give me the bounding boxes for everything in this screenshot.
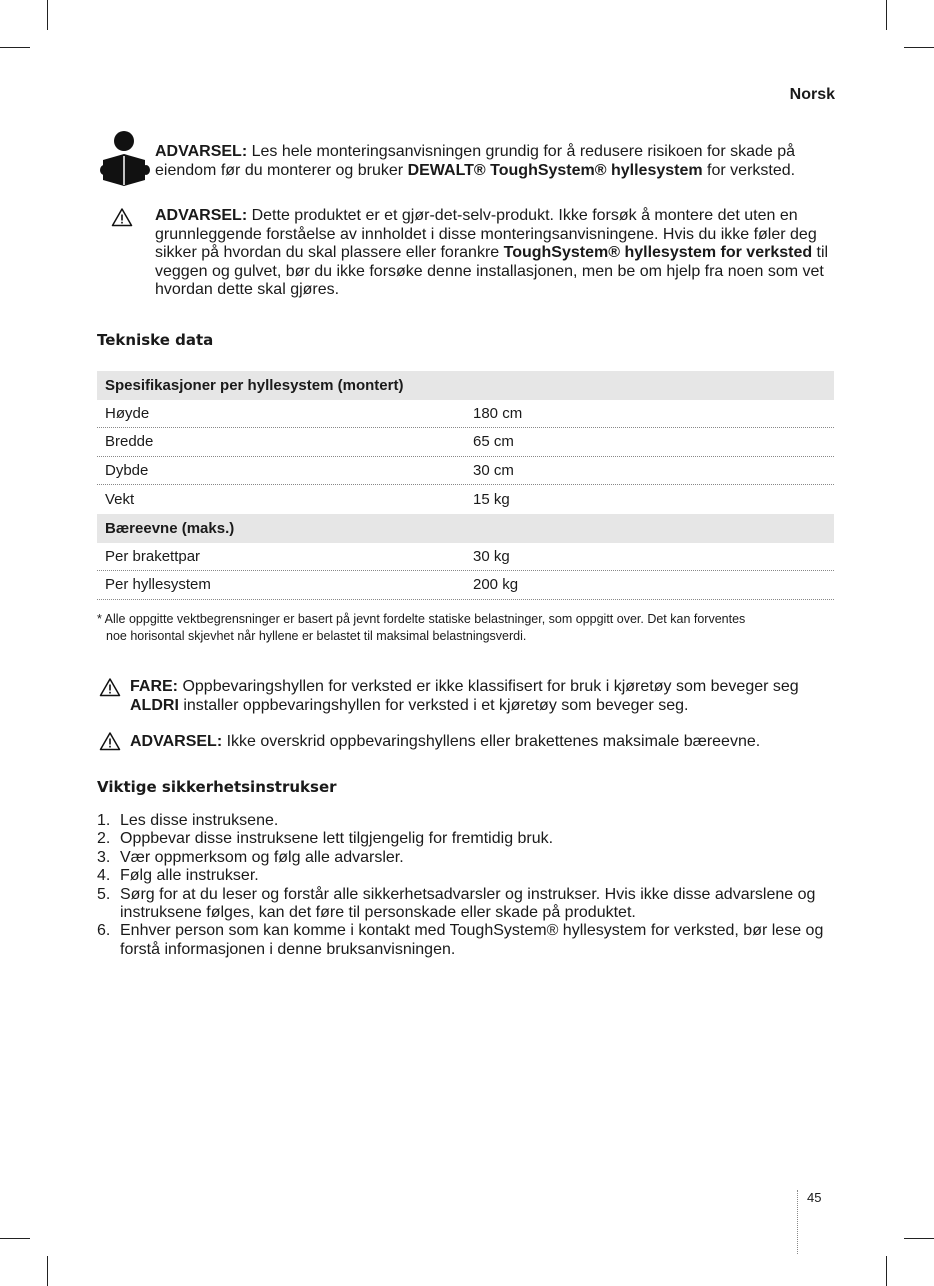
- warning-triangle-icon: [99, 731, 121, 751]
- danger-text: Oppbevaringshyllen for verksted er ikke klassifisert for bruk i kjøretøy som beveger seg: [178, 678, 799, 695]
- warning-capacity: [130, 732, 830, 751]
- crop-mark: [904, 47, 934, 48]
- capacity-value: 200 kg: [473, 576, 519, 594]
- capacity-label: Per brakettpar: [105, 547, 201, 565]
- crop-mark: [47, 1256, 48, 1286]
- warning-text: Dette produktet er et gjør-det-selv-produkt. Ikke forsøk å montere det uten en grunnleggende forståelse av innholdet i disse monteringsanvisningene. Hvis du ikke føler deg sikker på hvordan du skal plassere eller forankre: [155, 207, 817, 261]
- list-item: [97, 886, 837, 923]
- table-row: [97, 543, 834, 572]
- capacity-header-label: Bæreevne (maks.): [105, 519, 235, 537]
- list-item: [97, 812, 837, 830]
- list-text: Enhver person som kan komme i kontakt med ToughSystem® hyllesystem for verksted, bør lese og forstå informasjonen i denne bruksanvisningen.: [120, 922, 824, 958]
- warning-brand: ToughSystem® hyllesystem for verksted: [503, 244, 813, 261]
- warning-label: ADVARSEL:: [155, 143, 248, 160]
- crop-mark: [0, 47, 30, 48]
- warning-triangle-icon: [111, 207, 133, 227]
- crop-mark: [47, 0, 48, 30]
- spec-value: 30 cm: [473, 462, 514, 480]
- warning-diy-product: [155, 207, 835, 300]
- spec-value: 65 cm: [473, 433, 514, 451]
- read-manual-icon: [100, 130, 150, 186]
- list-item: [97, 830, 837, 848]
- warning-text: til veggen og gulvet, bør du ikke forsøke denne installasjonen, men be om hjelp fra noen som vet hvordan dette skal gjøres.: [155, 244, 829, 298]
- list-number: 5.: [97, 885, 111, 903]
- crop-mark: [0, 1238, 30, 1239]
- danger-triangle-icon: [99, 677, 121, 697]
- safety-instructions-list: [97, 812, 837, 959]
- warning-read-instructions: [155, 143, 815, 180]
- warning-label: ADVARSEL:: [155, 207, 248, 224]
- spec-section-header: [97, 371, 834, 400]
- list-number: 2.: [97, 830, 111, 848]
- page-number-rule: [797, 1190, 798, 1254]
- table-row: [97, 485, 834, 514]
- table-row: [97, 400, 834, 429]
- list-item: [97, 867, 837, 885]
- danger-text: installer oppbevaringshyllen for verksted i et kjøretøy som beveger seg.: [178, 697, 689, 714]
- danger-label: FARE:: [130, 678, 178, 695]
- warning-brand: DEWALT® ToughSystem® hyllesystem: [407, 161, 703, 179]
- page-number: 45: [807, 1190, 822, 1205]
- danger-strong: ALDRI: [130, 697, 179, 714]
- spec-table: [97, 371, 834, 600]
- warning-text: Ikke overskrid oppbevaringshyllens eller brakettenes maksimale bæreevne.: [222, 733, 761, 750]
- footnote-line: noe horisontal skjevhet når hyllene er belastet til maksimal belastningsverdi.: [106, 628, 527, 643]
- list-text: Vær oppmerksom og følg alle advarsler.: [120, 848, 404, 866]
- list-item: [97, 922, 837, 959]
- spec-value: 15 kg: [473, 491, 510, 509]
- spec-value: 180 cm: [473, 404, 523, 422]
- crop-mark: [886, 0, 887, 30]
- crop-mark: [886, 1256, 887, 1286]
- crop-mark: [904, 1238, 934, 1239]
- capacity-label: Per hyllesystem: [105, 576, 211, 594]
- list-number: 4.: [97, 867, 111, 885]
- capacity-section-header: [97, 514, 834, 543]
- tech-data-heading: Tekniske data: [97, 331, 214, 349]
- warning-label: ADVARSEL:: [130, 733, 223, 750]
- safety-heading: Viktige sikkerhetsinstrukser: [97, 778, 337, 796]
- footnote-line: * Alle oppgitte vektbegrensninger er basert på jevnt fordelte statiske belastninger, som oppgitt over. Det kan forventes: [97, 612, 746, 626]
- warning-text: Les hele monteringsanvisningen grundig for å redusere risikoen for skade på eiendom før du monterer og bruker: [155, 143, 796, 179]
- spec-footnote: [97, 611, 837, 644]
- list-text: Oppbevar disse instruksene lett tilgjengelig for fremtidig bruk.: [120, 830, 554, 848]
- spec-label: Høyde: [105, 404, 150, 422]
- list-number: 6.: [97, 922, 111, 940]
- warning-text: for verksted.: [702, 161, 796, 179]
- spec-header-label: Spesifikasjoner per hyllesystem (montert): [105, 376, 404, 394]
- spec-label: Bredde: [105, 433, 154, 451]
- language-label: Norsk: [789, 86, 835, 103]
- list-text: Les disse instruksene.: [120, 812, 279, 829]
- spec-label: Dybde: [105, 462, 149, 480]
- table-row: [97, 571, 834, 600]
- list-number: 3.: [97, 848, 111, 866]
- list-text: Følg alle instrukser.: [120, 867, 259, 885]
- table-row: [97, 457, 834, 486]
- capacity-value: 30 kg: [473, 547, 510, 565]
- list-item: [97, 849, 837, 867]
- list-number: 1.: [97, 812, 111, 829]
- danger-notice: [130, 677, 830, 715]
- list-text: Sørg for at du leser og forstår alle sikkerhetsadvarsler og instrukser. Hvis ikke disse advarslene og instruksene følges, kan det føre til personskade eller skade på produktet.: [120, 885, 816, 922]
- table-row: [97, 428, 834, 457]
- spec-label: Vekt: [105, 491, 135, 509]
